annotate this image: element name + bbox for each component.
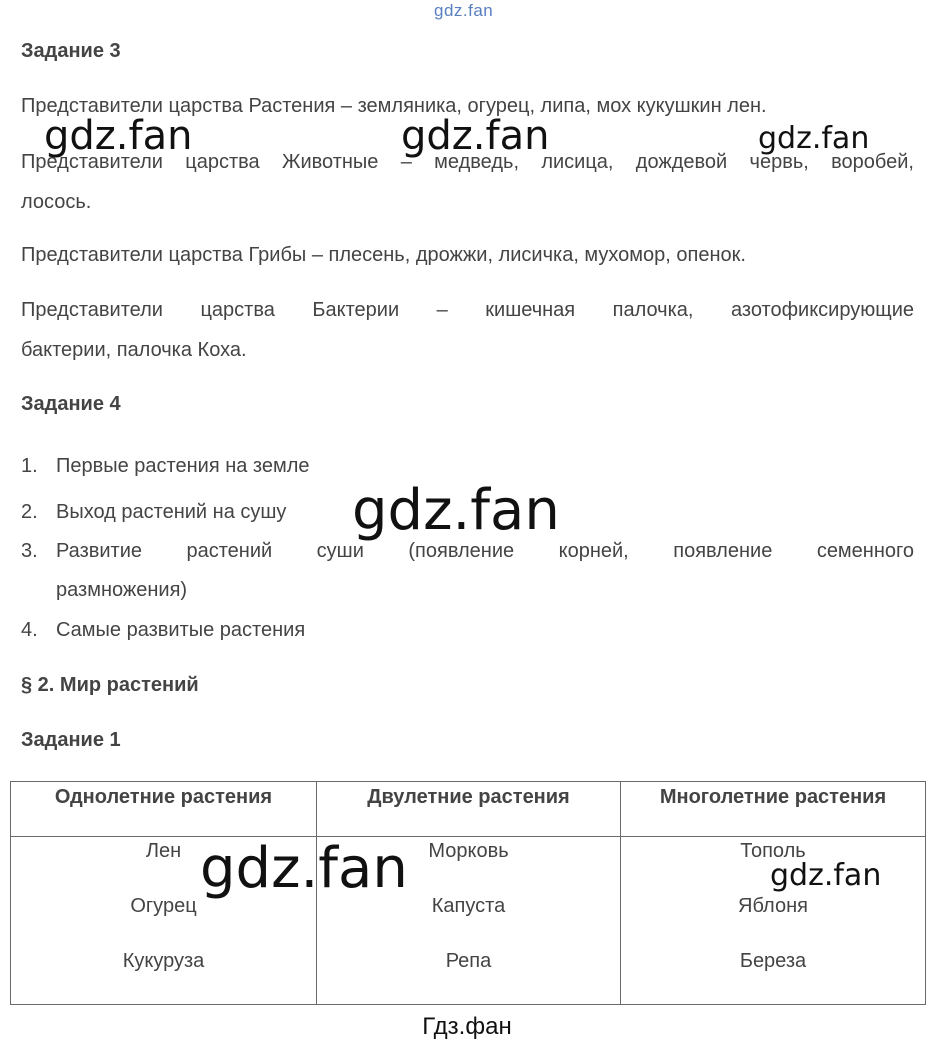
watermark: gdz.fan (401, 113, 550, 159)
watermark: gdz.fan (758, 121, 870, 156)
table-header-perennial: Многолетние растения (621, 782, 926, 837)
table-item: Репа (445, 950, 492, 972)
list-item: Первые растения на земле (56, 455, 310, 477)
list-item: Выход растений на сушу (56, 501, 287, 523)
list-item-number: 4. (21, 619, 38, 641)
section-title: § 2. Мир растений (21, 674, 199, 696)
task3-plants: Представители царства Растения – земляника, огурец, липа, мох кукушкин лен. (21, 95, 767, 117)
task4-heading: Задание 4 (21, 393, 121, 415)
table-item: Огурец (130, 895, 197, 917)
footer-caption: Гдз.фан (422, 1013, 512, 1040)
watermark: gdz.fan (352, 478, 560, 543)
task3-bacteria-line1: Представители царства Бактерии – кишечная палочка, азотофиксирующие (21, 299, 914, 321)
task3-bacteria-line2: бактерии, палочка Коха. (21, 339, 247, 361)
table-item: Береза (739, 950, 807, 972)
task3-fungi: Представители царства Грибы – плесень, дрожжи, лисичка, мухомор, опенок. (21, 244, 746, 266)
table-item: Лен (145, 840, 182, 862)
watermark: gdz.fan (44, 113, 193, 159)
list-item-number: 1. (21, 455, 38, 477)
table-item: Морковь (428, 840, 509, 862)
list-item-number: 2. (21, 501, 38, 523)
watermark-top: gdz.fan (434, 1, 494, 20)
plants-table (10, 781, 926, 1005)
task1-heading: Задание 1 (21, 729, 121, 751)
list-item-number: 3. (21, 540, 38, 562)
table-item: Капуста (431, 895, 506, 917)
table-header-annual: Однолетние растения (11, 782, 317, 837)
table-item: Кукуруза (122, 950, 205, 972)
table-item: Тополь (740, 840, 806, 862)
table-header-biennial: Двулетние растения (317, 782, 621, 837)
list-item: Развитие растений суши (появление корней, появление семенного (56, 540, 914, 562)
task3-animals-line1: Представители царства Животные – медведь, лисица, дождевой червь, воробей, (21, 151, 914, 173)
watermark: gdz.fan (200, 836, 408, 901)
list-item-continuation: размножения) (56, 579, 188, 601)
task3-animals-line2: лосось. (21, 191, 92, 213)
table-item: Яблоня (738, 895, 808, 917)
table-header-row (11, 782, 926, 837)
list-item: Самые развитые растения (56, 619, 306, 641)
task3-heading: Задание 3 (21, 40, 121, 62)
watermark: gdz.fan (770, 858, 882, 893)
